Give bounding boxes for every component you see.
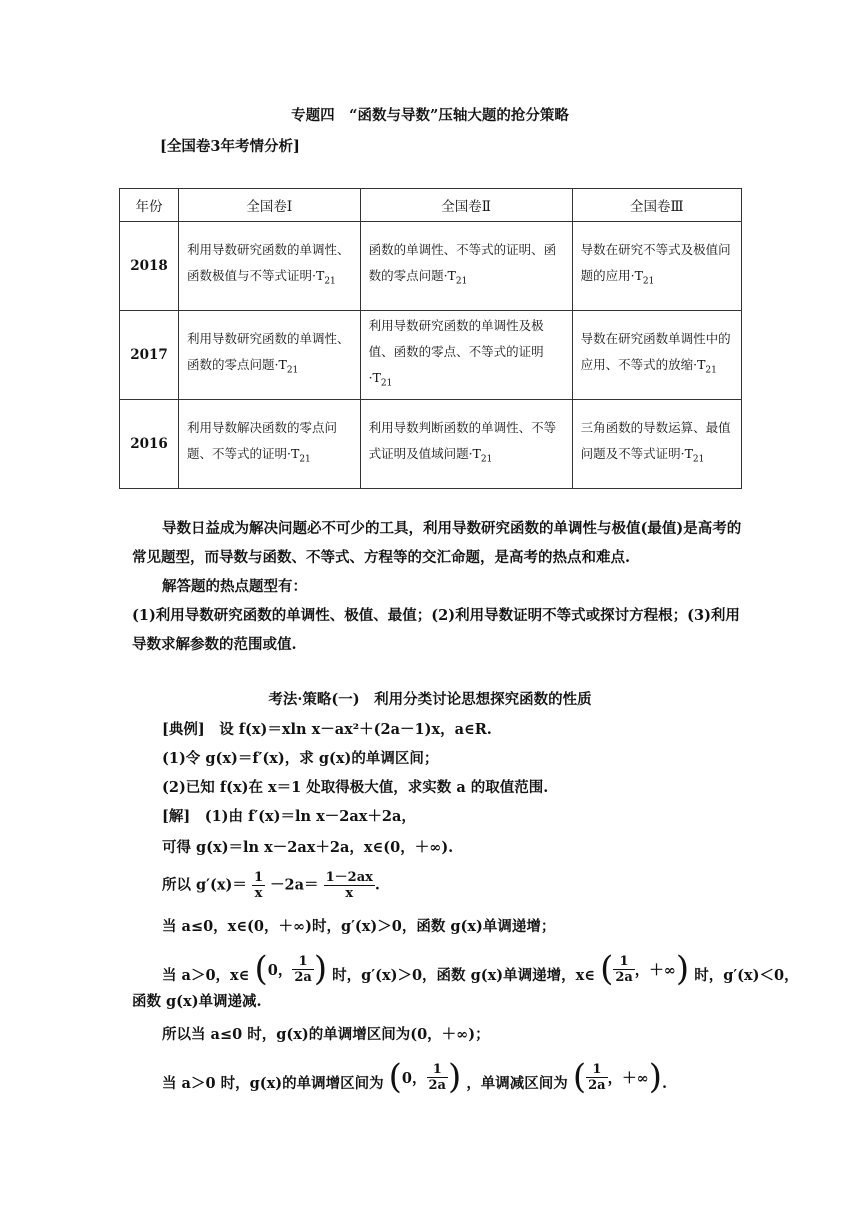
fraction: $\frac{1-2ax}{x}$ xyxy=(325,870,373,901)
table-cell: 利用导数解决函数的零点问题、不等式的证明$\cdot T_{21}$ xyxy=(179,400,361,489)
solution-line: 可得 g(x)＝ln x－2ax＋2a，x∈(0，＋∞). xyxy=(162,839,454,856)
derivative-formula: 所以 g′(x)＝ $\frac{1}{x}$ －2a＝ $\frac{1-2ax}{x}$ . xyxy=(162,870,380,901)
interval: ( $\frac{1}{2a}$ ， ＋∞ ) xyxy=(600,949,690,989)
table-cell: 利用导数研究函数的单调性及极值、函数的零点、不等式的证明$\cdot T_{21}$ xyxy=(360,311,572,400)
table-cell: 三角函数的导数运算、最值问题及不等式证明$\cdot T_{21}$ xyxy=(572,400,741,489)
year-cell: 2016 xyxy=(120,400,179,489)
year-cell: 2018 xyxy=(120,222,179,311)
table-header-row xyxy=(120,189,742,222)
question-1: (1)令 g(x)＝f′(x)，求 g(x)的单调区间； xyxy=(162,750,439,767)
year-cell: 2017 xyxy=(120,311,179,400)
solution-line: 当 a＞0，x∈ ( 0， $\frac{1}{2a}$ ) 时，g′(x)＞0，函数 g(x)单调递增，x∈ ( $\frac{1}{2a}$ ， ＋∞ ) 时，g′(x)＜0， xyxy=(162,949,799,989)
table-row xyxy=(120,311,742,400)
interval: ( 0， $\frac{1}{2a}$ ) xyxy=(254,949,328,989)
section-subtitle: [全国卷3年考情分析] xyxy=(160,138,300,155)
column-header: 全国卷Ⅲ xyxy=(572,189,741,222)
table-cell: 利用导数研究函数的单调性、函数极值与不等式证明$\cdot T_{21}$ xyxy=(179,222,361,311)
table-cell: 函数的单调性、不等式的证明、函数的零点问题$\cdot T_{21}$ xyxy=(360,222,572,311)
example-statement: [典例] 设 f(x)＝xln x－ax²＋(2a－1)x，a∈R. xyxy=(162,721,492,738)
strategy-section-title: 考法·策略(一) 利用分类讨论思想探究函数的性质 xyxy=(268,691,592,708)
exam-analysis-table xyxy=(119,188,742,489)
table-cell: 利用导数判断函数的单调性、不等式证明及值域问题$\cdot T_{21}$ xyxy=(360,400,572,489)
column-header: 全国卷Ⅰ xyxy=(179,189,361,222)
solution-line: 当 a≤0，x∈(0，＋∞)时，g′(x)＞0，函数 g(x)单调递增； xyxy=(162,918,556,935)
table-cell: 导数在研究不等式及极值问题的应用$\cdot T_{21}$ xyxy=(572,222,741,311)
table-row xyxy=(120,400,742,489)
solution-line: [解] (1)由 f′(x)＝ln x－2ax＋2a， xyxy=(162,808,416,825)
table-row xyxy=(120,222,742,311)
solution-line: 函数 g(x)单调递减. xyxy=(132,993,262,1010)
solution-line: 当 a＞0 时，g(x)的单调增区间为 ( 0， $\frac{1}{2a}$ ) ，单调减区间为 ( $\frac{1}{2a}$ ， ＋∞ ) . xyxy=(162,1057,668,1097)
page-title: 专题四 “函数与导数”压轴大题的抢分策略 xyxy=(291,107,569,124)
interval: ( $\frac{1}{2a}$ ， ＋∞ ) xyxy=(572,1057,662,1097)
column-header: 年份 xyxy=(120,189,179,222)
hot-topics-list: (1)利用导数研究函数的单调性、极值、最值；(2)利用导数证明不等式或探讨方程根；(3)利用导数求解参数的范围或值. xyxy=(132,607,740,653)
hot-topics-heading: 解答题的热点题型有： xyxy=(162,578,307,595)
question-2: (2)已知 f(x)在 x＝1 处取得极大值，求实数 a 的取值范围. xyxy=(162,779,549,796)
interval: ( 0， $\frac{1}{2a}$ ) xyxy=(388,1057,462,1097)
fraction: $\frac{1}{2a}$ xyxy=(588,1061,606,1093)
intro-paragraph: 导数日益成为解决问题必不可少的工具，利用导数研究函数的单调性与极值(最值)是高考的常见题型，而导数与函数、不等式、方程等的交汇命题，是高考的热点和难点. xyxy=(132,520,742,566)
solution-line: 所以当 a≤0 时，g(x)的单调增区间为(0，＋∞)； xyxy=(162,1026,490,1043)
table-cell: 导数在研究函数单调性中的应用、不等式的放缩$\cdot T_{21}$ xyxy=(572,311,741,400)
table-cell: 利用导数研究函数的单调性、函数的零点问题$\cdot T_{21}$ xyxy=(179,311,361,400)
fraction: $\frac{1}{2a}$ xyxy=(615,953,633,985)
fraction: $\frac{1}{2a}$ xyxy=(294,953,312,985)
column-header: 全国卷Ⅱ xyxy=(360,189,572,222)
fraction: $\frac{1}{2a}$ xyxy=(428,1061,446,1093)
fraction: $\frac{1}{x}$ xyxy=(253,870,263,901)
